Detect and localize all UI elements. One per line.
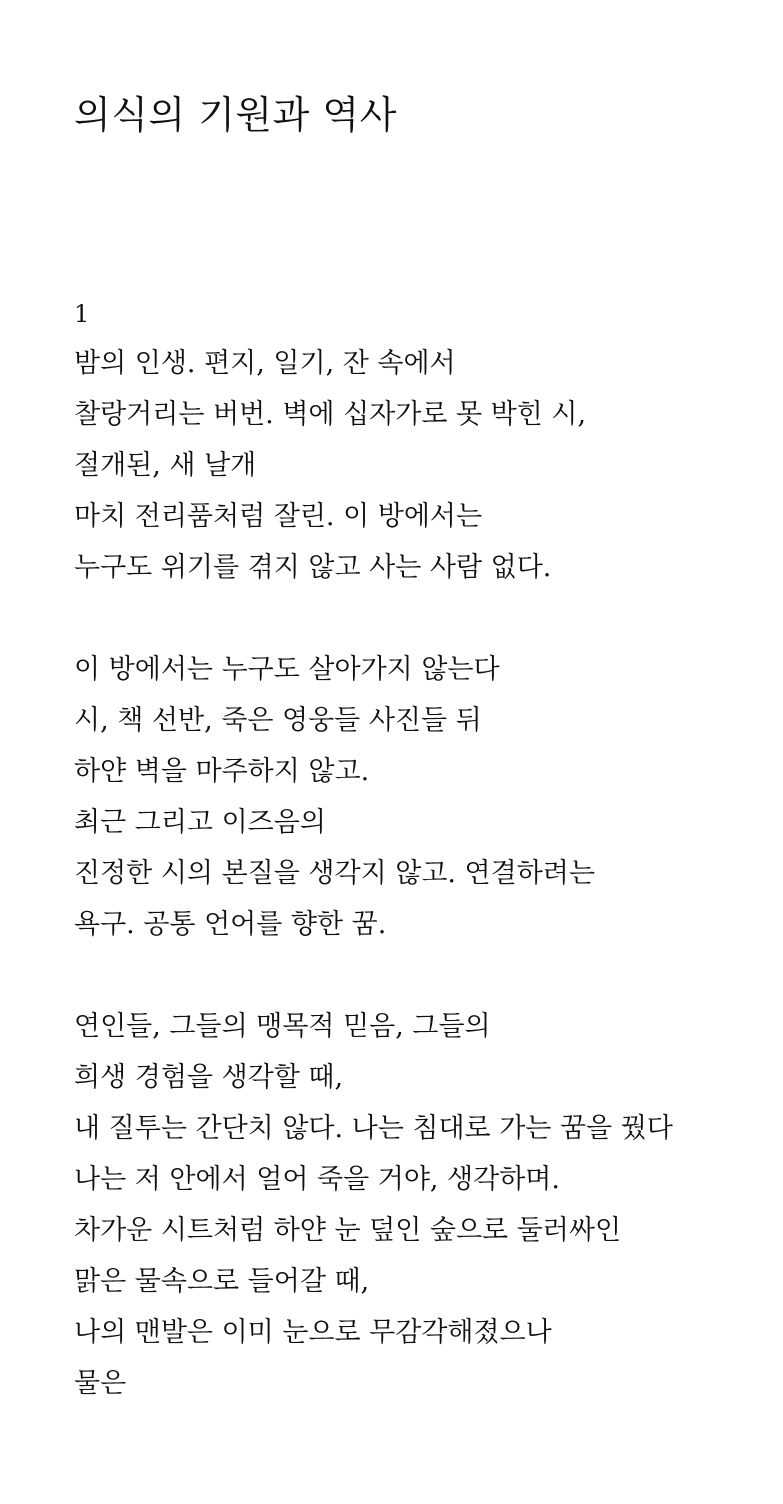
poem-line: 물은 [74, 1368, 127, 1399]
poem-line: 내 질투는 간단치 않다. 나는 침대로 가는 꿈을 꿨다 [74, 1113, 673, 1144]
stanza-1 [74, 338, 764, 593]
poem-body [74, 290, 764, 1409]
section-number: 1 [74, 300, 90, 328]
poem-line: 이 방에서는 누구도 살아가지 않는다 [74, 654, 500, 685]
poem-line: 시, 책 선반, 죽은 영웅들 사진들 뒤 [74, 705, 482, 736]
poem-line: 욕구. 공통 언어를 향한 꿈. [74, 909, 387, 940]
poem-line: 누구도 위기를 겪지 않고 사는 사람 없다. [74, 552, 552, 583]
poem-line: 나의 맨발은 이미 눈으로 무감각해졌으나 [74, 1317, 552, 1348]
poem-line: 하얀 벽을 마주하지 않고. [74, 756, 370, 787]
poem-line: 마치 전리품처럼 잘린. 이 방에서는 [74, 501, 483, 532]
poem-line: 진정한 시의 본질을 생각지 않고. 연결하려는 [74, 858, 595, 889]
stanza-2 [74, 644, 764, 950]
poem-line: 밤의 인생. 편지, 일기, 잔 속에서 [74, 348, 456, 379]
poem-line: 연인들, 그들의 맹목적 믿음, 그들의 [74, 1011, 491, 1042]
poem-line: 차가운 시트처럼 하얀 눈 덮인 숲으로 둘러싸인 [74, 1215, 622, 1246]
poem-line: 찰랑거리는 버번. 벽에 십자가로 못 박힌 시, [74, 399, 587, 430]
poem-line: 맑은 물속으로 들어갈 때, [74, 1266, 370, 1297]
stanza-3 [74, 1001, 764, 1409]
poem-line: 절개된, 새 날개 [74, 450, 257, 481]
poem-line: 최근 그리고 이즈음의 [74, 807, 326, 838]
poem-line: 희생 경험을 생각할 때, [74, 1062, 344, 1093]
poem-title: 의식의 기원과 역사 [74, 93, 397, 137]
poem-line: 나는 저 안에서 얼어 죽을 거야, 생각하며. [74, 1164, 560, 1195]
